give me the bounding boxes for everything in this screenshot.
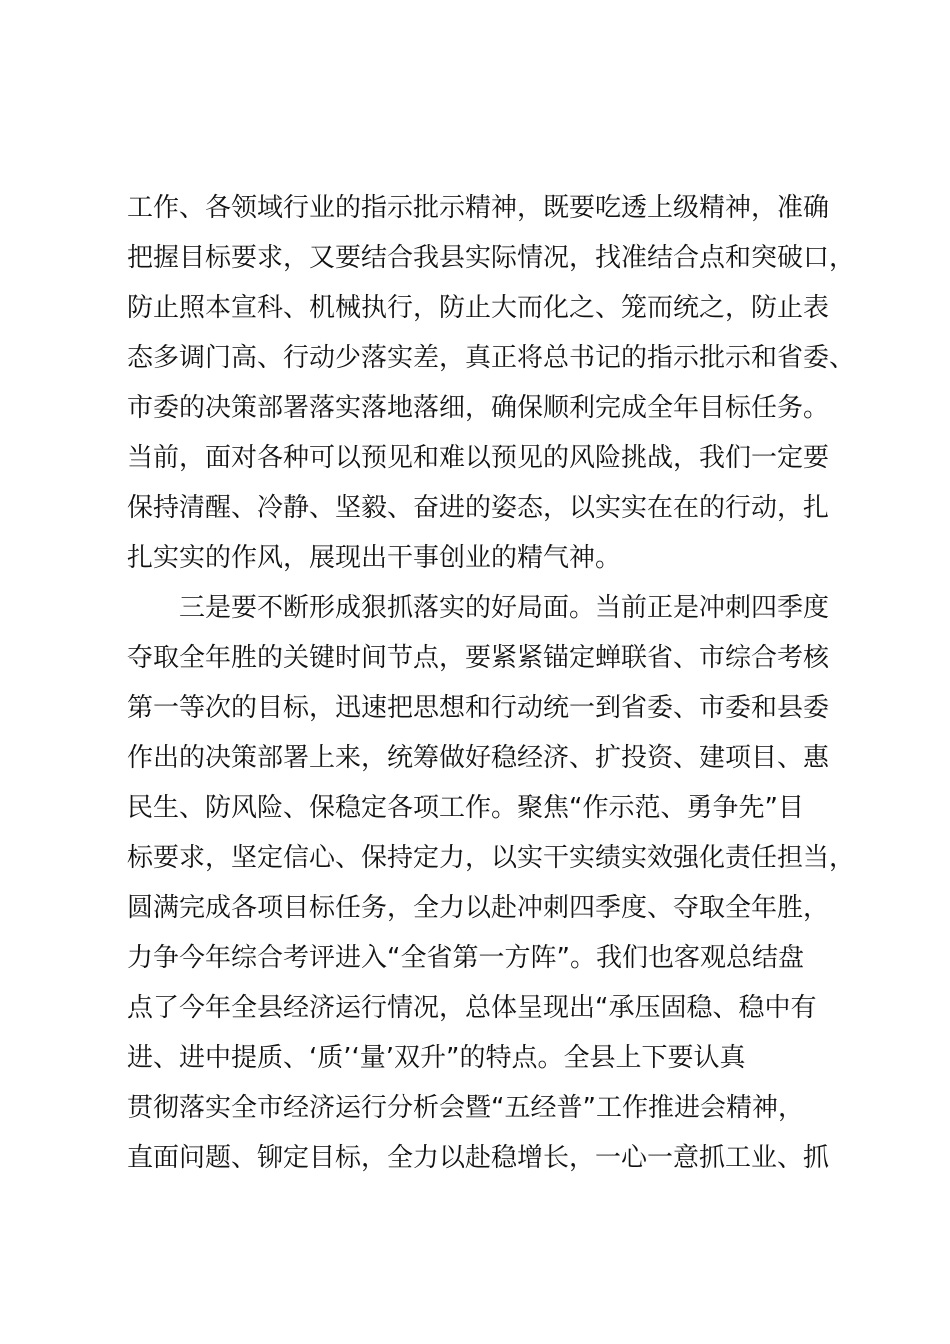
text-line: 夺取全年胜的关键时间节点，要紧紧锚定蝉联省、市综合考核 [127,643,830,673]
text-line: 防止照本宣科、机械执行，防止大而化之、笼而统之，防止表 [127,293,830,323]
text-line: 市委的决策部署落实落地落细，确保顺利完成全年目标任务。 [127,393,830,423]
text-line: 点了今年全县经济运行情况，总体呈现出“承压固稳、稳中有 [127,993,817,1023]
text-line: 当前，面对各种可以预见和难以预见的风险挑战，我们一定要 [127,443,830,473]
text-line: 直面问题、铆定目标，全力以赴稳增长，一心一意抓工业、抓 [127,1143,830,1173]
text-line: 力争今年综合考评进入“全省第一方阵”。我们也客观总结盘 [127,943,804,973]
text-line: 把握目标要求，又要结合我县实际情况，找准结合点和突破口， [127,243,856,273]
text-line: 工作、各领域行业的指示批示精神，既要吃透上级精神，准确 [127,193,830,223]
text-line: 第一等次的目标，迅速把思想和行动统一到省委、市委和县委 [127,693,830,723]
text-line: 圆满完成各项目标任务，全力以赴冲刺四季度、夺取全年胜， [127,893,830,923]
text-line: 扎实实的作风，展现出干事创业的精气神。 [127,543,622,573]
body-text [127,183,857,1183]
text-line: 作出的决策部署上来，统筹做好稳经济、扩投资、建项目、惠 [127,743,830,773]
text-line: 保持清醒、冷静、坚毅、奋进的姿态，以实实在在的行动，扎 [127,493,830,523]
text-line: 民生、防风险、保稳定各项工作。聚焦“作示范、勇争先”目 [127,793,804,823]
text-line: 进、进中提质、‘质’‘量’双升”的特点。全县上下要认真 [127,1043,746,1073]
text-line: 标要求，坚定信心、保持定力，以实干实绩实效强化责任担当， [127,843,856,873]
paragraph-first-line: 三是要不断形成狠抓落实的好局面。当前正是冲刺四季度 [179,593,830,623]
text-line: 态多调门高、行动少落实差，真正将总书记的指示批示和省委、 [127,343,856,373]
text-line: 贯彻落实全市经济运行分析会暨“五经普”工作推进会精神， [127,1093,804,1123]
